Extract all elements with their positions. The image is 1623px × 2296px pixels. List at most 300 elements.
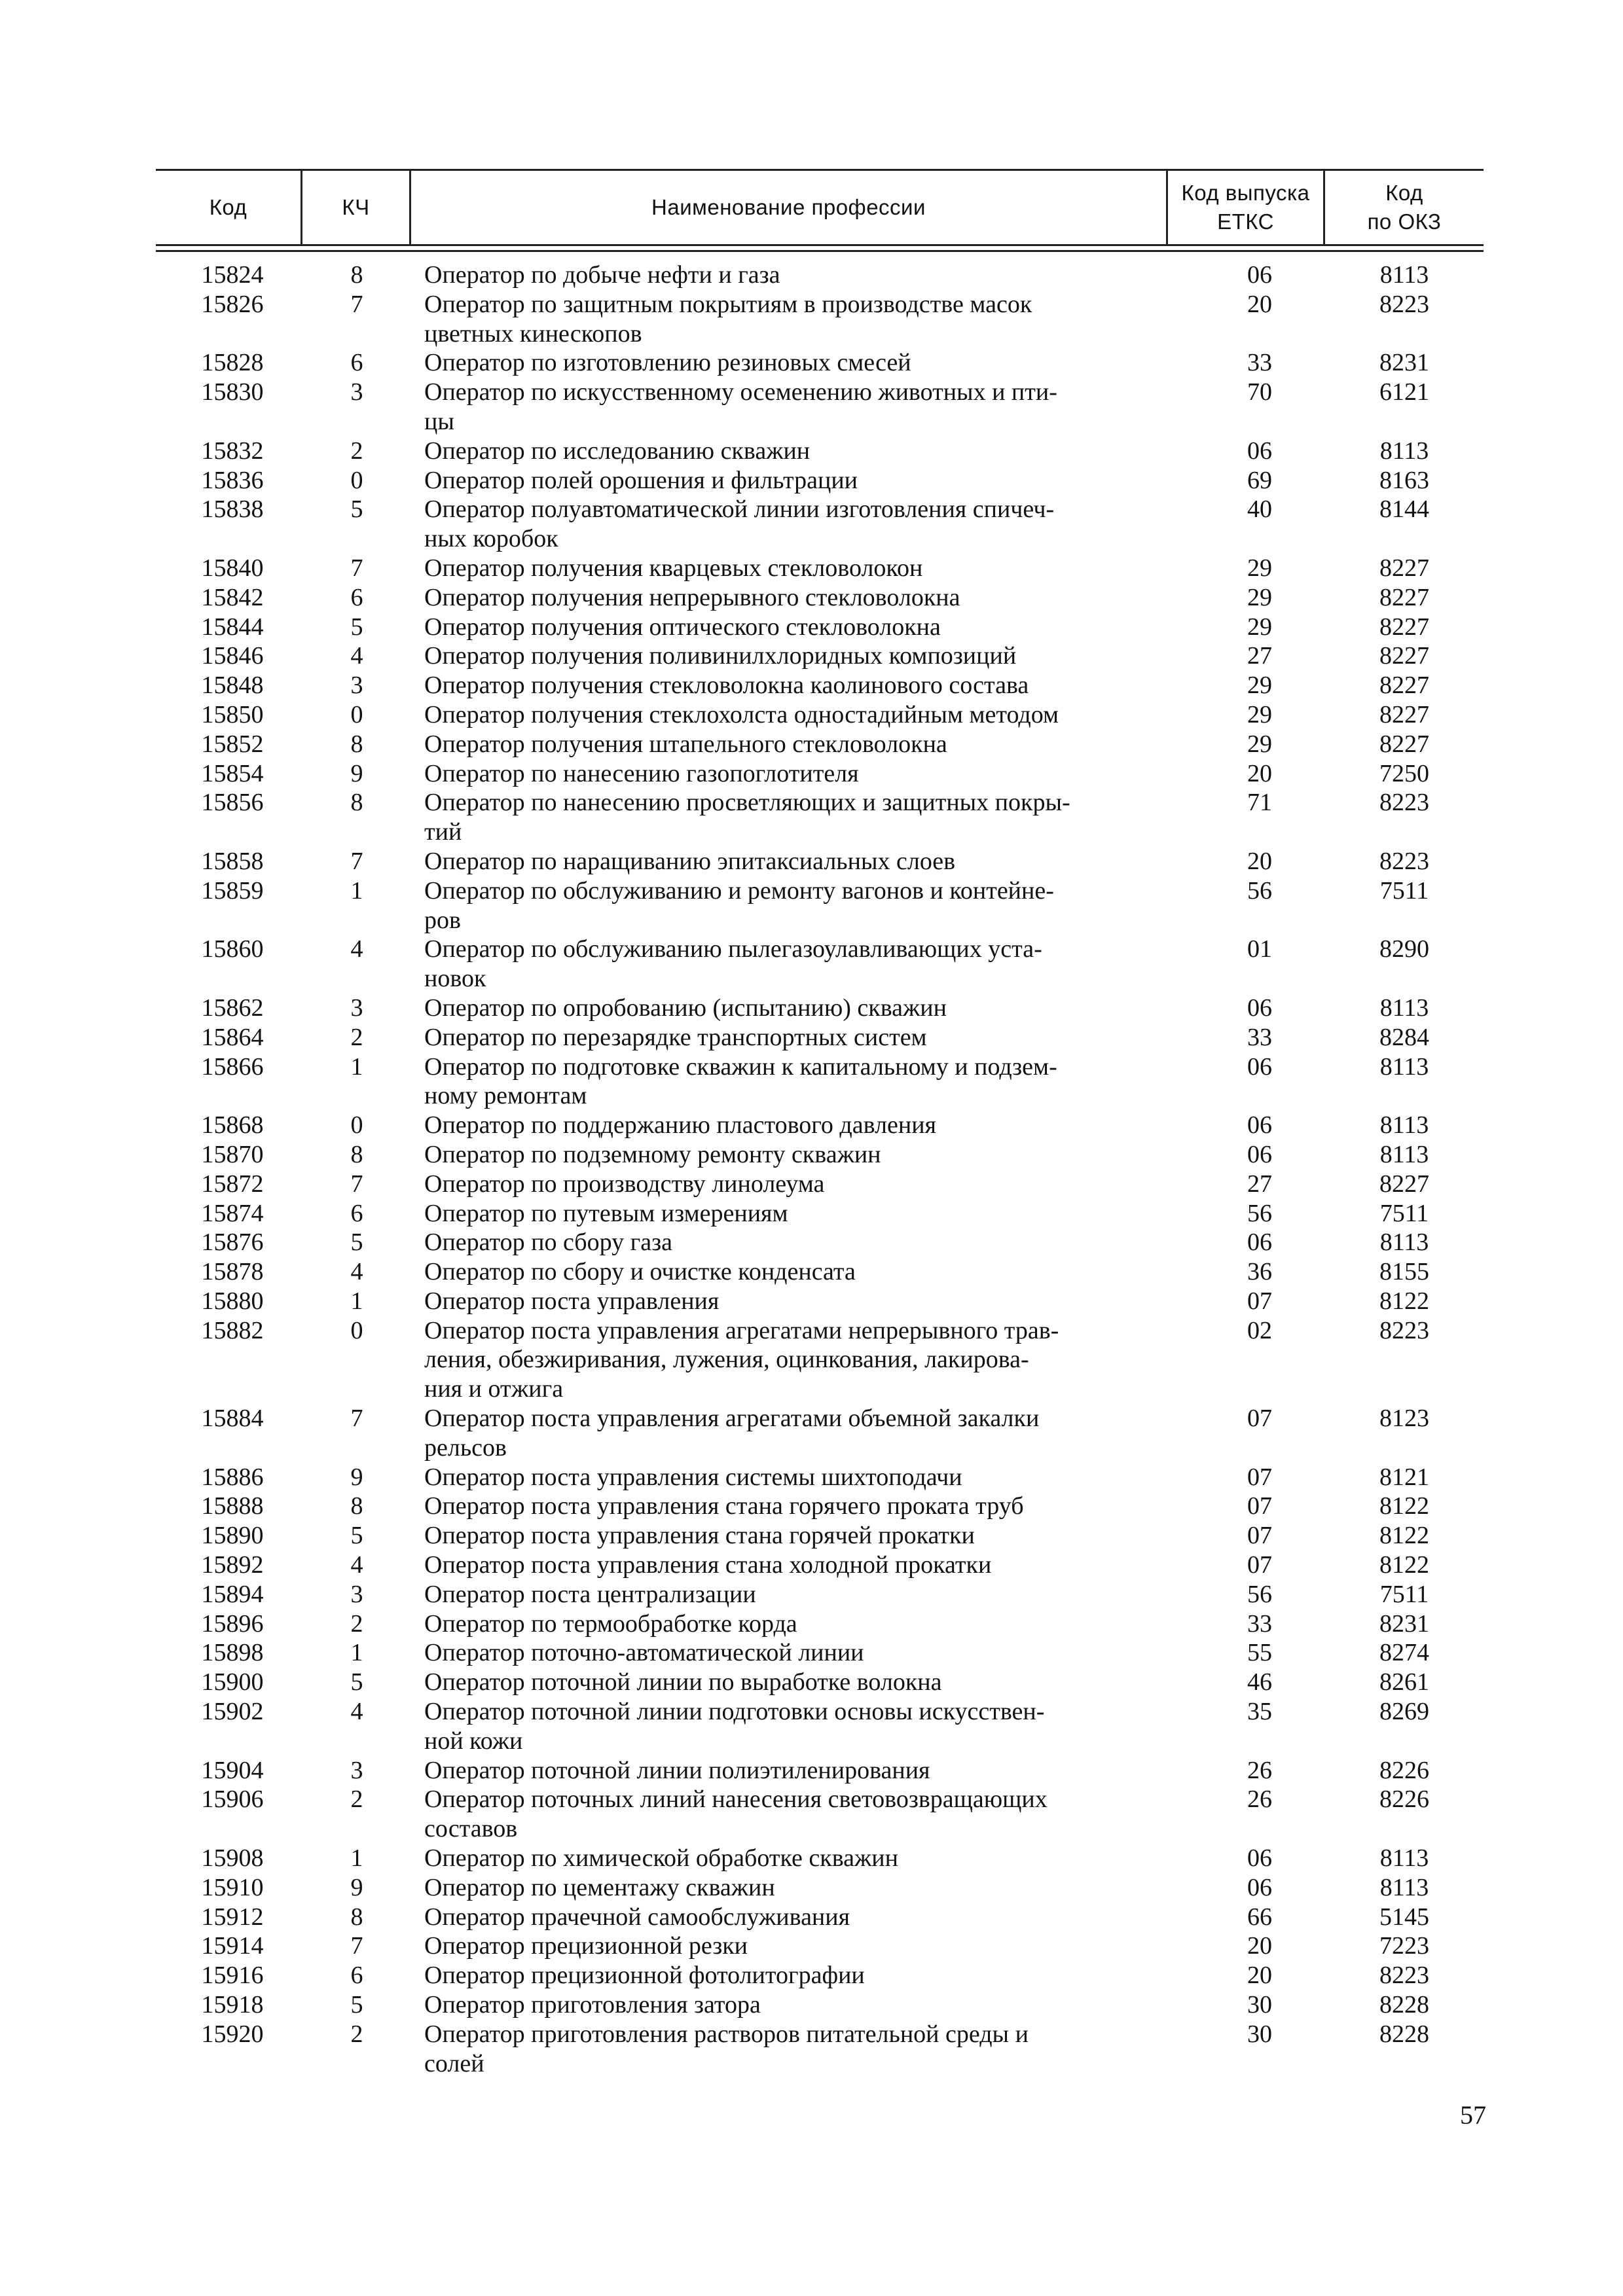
cell-kch: 5 <box>350 613 363 641</box>
cell-kch: 7 <box>350 554 363 582</box>
table-row <box>156 1170 1484 1199</box>
cell-code: 15882 <box>201 1316 264 1344</box>
cell-okz: 8223 <box>1379 789 1429 817</box>
cell-okz: 8122 <box>1379 1287 1429 1315</box>
cell-name: Оператор по перезарядке транспортных систем <box>424 1023 927 1051</box>
cell-name: Оператор поточной линии полиэтиленирования <box>424 1756 930 1784</box>
cell-kch: 7 <box>350 1932 363 1960</box>
cell-okz: 7223 <box>1379 1932 1429 1960</box>
cell-name: Оператор получения кварцевых стекловолокон <box>424 554 923 582</box>
cell-kch: 1 <box>350 1287 363 1315</box>
cell-kch: 3 <box>350 994 363 1022</box>
cell-code: 15860 <box>201 935 264 963</box>
cell-okz: 5145 <box>1379 1903 1429 1931</box>
cell-okz: 8227 <box>1379 730 1429 758</box>
cell-kch: 8 <box>350 730 363 758</box>
cell-name: Оператор поста управления стана горячей прокатки <box>424 1522 975 1550</box>
cell-kch: 5 <box>350 1991 363 2019</box>
cell-okz: 8274 <box>1379 1639 1429 1667</box>
header-okz <box>1325 171 1484 244</box>
cell-code: 15832 <box>201 437 264 465</box>
cell-okz: 8113 <box>1379 994 1429 1022</box>
cell-kch: 0 <box>350 466 363 494</box>
cell-okz: 8269 <box>1379 1698 1429 1726</box>
cell-okz: 8113 <box>1379 1140 1429 1168</box>
cell-etks: 29 <box>1247 583 1272 611</box>
table-row <box>156 1228 1484 1257</box>
cell-okz: 8284 <box>1379 1023 1429 1051</box>
cell-kch: 6 <box>350 349 363 377</box>
cell-name: Оператор получения оптического стекловолокна <box>424 613 941 641</box>
cell-code: 15894 <box>201 1580 264 1608</box>
table-row <box>156 1990 1484 2020</box>
table-row <box>156 1023 1484 1052</box>
cell-etks: 07 <box>1247 1522 1272 1550</box>
table-row <box>156 1140 1484 1170</box>
table-row <box>156 700 1484 730</box>
header-kch <box>302 171 411 244</box>
cell-code: 15828 <box>201 349 264 377</box>
cell-etks: 20 <box>1247 1932 1272 1960</box>
cell-okz: 8228 <box>1379 2020 1429 2048</box>
cell-okz: 8121 <box>1379 1463 1429 1491</box>
cell-etks: 26 <box>1247 1785 1272 1814</box>
cell-etks: 30 <box>1247 2020 1272 2048</box>
cell-name: Оператор по обслуживанию и ремонту вагонов и контейне- ров <box>424 876 1054 934</box>
table-row <box>156 1257 1484 1287</box>
cell-name: Оператор по путевым измерениям <box>424 1199 788 1227</box>
header-etks-line1: Код выпуска <box>1181 181 1310 205</box>
cell-etks: 06 <box>1247 1140 1272 1168</box>
cell-code: 15848 <box>201 672 264 700</box>
cell-okz: 8113 <box>1379 1873 1429 1901</box>
cell-okz: 8155 <box>1379 1258 1429 1286</box>
cell-code: 15838 <box>201 495 264 524</box>
cell-kch: 5 <box>350 1668 363 1696</box>
cell-okz: 8227 <box>1379 554 1429 582</box>
cell-name: Оператор поточных линий нанесения световозвращающих составов <box>424 1785 1048 1843</box>
cell-okz: 8261 <box>1379 1668 1429 1696</box>
table-row <box>156 2020 1484 2079</box>
cell-code: 15902 <box>201 1698 264 1726</box>
cell-name: Оператор поточной линии подготовки основы искусствен- ной кожи <box>424 1698 1045 1755</box>
table-row <box>156 994 1484 1023</box>
cell-kch: 6 <box>350 1199 363 1227</box>
cell-name: Оператор по химической обработке скважин <box>424 1844 898 1873</box>
cell-code: 15852 <box>201 730 264 758</box>
table-row <box>156 1873 1484 1903</box>
cell-kch: 7 <box>350 1405 363 1433</box>
cell-okz: 8113 <box>1379 1052 1429 1081</box>
cell-code: 15862 <box>201 994 264 1022</box>
cell-okz: 8113 <box>1379 1844 1429 1873</box>
cell-etks: 07 <box>1247 1463 1272 1491</box>
cell-okz: 8228 <box>1379 1991 1429 2019</box>
cell-okz: 8227 <box>1379 672 1429 700</box>
cell-etks: 46 <box>1247 1668 1272 1696</box>
table-row <box>156 730 1484 759</box>
cell-name: Оператор по нанесению газопоглотителя <box>424 759 859 787</box>
cell-etks: 56 <box>1247 1199 1272 1227</box>
cell-code: 15886 <box>201 1463 264 1491</box>
cell-code: 15898 <box>201 1639 264 1667</box>
table-row <box>156 788 1484 847</box>
table-row <box>156 1492 1484 1521</box>
table-row <box>156 1287 1484 1316</box>
cell-code: 15880 <box>201 1287 264 1315</box>
cell-kch: 2 <box>350 437 363 465</box>
header-etks <box>1168 171 1325 244</box>
cell-name: Оператор прецизионной резки <box>424 1932 748 1960</box>
cell-okz: 8144 <box>1379 495 1429 524</box>
cell-kch: 6 <box>350 583 363 611</box>
table-row <box>156 671 1484 700</box>
cell-name: Оператор получения стеклохолста одностадийным методом <box>424 700 1059 728</box>
table-row <box>156 1961 1484 1990</box>
cell-etks: 29 <box>1247 554 1272 582</box>
cell-name: Оператор по сбору и очистке конденсата <box>424 1258 856 1286</box>
table-row <box>156 1638 1484 1668</box>
cell-kch: 4 <box>350 1551 363 1579</box>
cell-kch: 3 <box>350 1756 363 1784</box>
table-row <box>156 1609 1484 1639</box>
table-row <box>156 876 1484 935</box>
cell-kch: 4 <box>350 1258 363 1286</box>
cell-name: Оператор приготовления затора <box>424 1991 761 2019</box>
cell-code: 15836 <box>201 466 264 494</box>
cell-etks: 06 <box>1247 1229 1272 1257</box>
cell-name: Оператор поточно-автоматической линии <box>424 1639 864 1667</box>
cell-code: 15842 <box>201 583 264 611</box>
cell-okz: 8113 <box>1379 437 1429 465</box>
cell-code: 15864 <box>201 1023 264 1051</box>
cell-name: Оператор поста централизации <box>424 1580 756 1608</box>
header-name <box>411 171 1168 244</box>
cell-code: 15868 <box>201 1111 264 1139</box>
cell-okz: 8223 <box>1379 847 1429 875</box>
cell-name: Оператор по нанесению просветляющих и защитных покры- тий <box>424 789 1070 846</box>
cell-kch: 1 <box>350 1052 363 1081</box>
cell-kch: 0 <box>350 1316 363 1344</box>
cell-okz: 8113 <box>1379 1229 1429 1257</box>
cell-name: Оператор полей орошения и фильтрации <box>424 466 858 494</box>
table-row <box>156 495 1484 554</box>
cell-okz: 8123 <box>1379 1405 1429 1433</box>
cell-name: Оператор по исследованию скважин <box>424 437 811 465</box>
cell-okz: 8122 <box>1379 1492 1429 1520</box>
cell-kch: 0 <box>350 700 363 728</box>
cell-kch: 2 <box>350 2020 363 2048</box>
cell-code: 15900 <box>201 1668 264 1696</box>
cell-etks: 26 <box>1247 1756 1272 1784</box>
cell-okz: 8227 <box>1379 583 1429 611</box>
cell-code: 15844 <box>201 613 264 641</box>
cell-okz: 8290 <box>1379 935 1429 963</box>
header-okz-line2: по ОКЗ <box>1367 209 1442 234</box>
cell-code: 15870 <box>201 1140 264 1168</box>
cell-etks: 07 <box>1247 1405 1272 1433</box>
cell-name: Оператор поста управления стана горячего проката труб <box>424 1492 1024 1520</box>
cell-etks: 33 <box>1247 1609 1272 1638</box>
cell-etks: 33 <box>1247 349 1272 377</box>
table-row <box>156 847 1484 876</box>
cell-code: 15914 <box>201 1932 264 1960</box>
cell-etks: 66 <box>1247 1903 1272 1931</box>
cell-name: Оператор приготовления растворов питательной среды и солей <box>424 2020 1029 2077</box>
cell-kch: 1 <box>350 876 363 905</box>
cell-name: Оператор поста управления системы шихтоподачи <box>424 1463 962 1491</box>
cell-kch: 6 <box>350 1962 363 1990</box>
header-okz-line1: Код <box>1385 181 1423 205</box>
cell-kch: 9 <box>350 1873 363 1901</box>
cell-name: Оператор поста управления агрегатами объемной закалки рельсов <box>424 1405 1040 1462</box>
cell-kch: 2 <box>350 1785 363 1814</box>
cell-kch: 5 <box>350 495 363 524</box>
table-row <box>156 1463 1484 1492</box>
cell-code: 15846 <box>201 642 264 670</box>
table-row <box>156 348 1484 378</box>
cell-etks: 07 <box>1247 1492 1272 1520</box>
cell-code: 15920 <box>201 2020 264 2048</box>
cell-kch: 4 <box>350 1698 363 1726</box>
cell-name: Оператор по изготовлению резиновых смесей <box>424 349 911 377</box>
cell-name: Оператор по сбору газа <box>424 1229 672 1257</box>
header-name-label: Наименование профессии <box>651 195 926 219</box>
cell-etks: 40 <box>1247 495 1272 524</box>
cell-name: Оператор поста управления стана холодной прокатки <box>424 1551 992 1579</box>
cell-code: 15908 <box>201 1844 264 1873</box>
cell-kch: 2 <box>350 1609 363 1638</box>
cell-etks: 20 <box>1247 759 1272 787</box>
cell-name: Оператор по производству линолеума <box>424 1170 825 1198</box>
cell-code: 15856 <box>201 789 264 817</box>
header-etks-line2: ЕТКС <box>1217 209 1274 234</box>
cell-etks: 33 <box>1247 1023 1272 1051</box>
table-row <box>156 466 1484 495</box>
cell-etks: 29 <box>1247 730 1272 758</box>
cell-etks: 36 <box>1247 1258 1272 1286</box>
cell-etks: 27 <box>1247 642 1272 670</box>
cell-kch: 7 <box>350 1170 363 1198</box>
table-row <box>156 1404 1484 1463</box>
cell-kch: 1 <box>350 1844 363 1873</box>
cell-name: Оператор по опробованию (испытанию) скважин <box>424 994 947 1022</box>
cell-kch: 9 <box>350 759 363 787</box>
cell-okz: 8227 <box>1379 613 1429 641</box>
cell-code: 15826 <box>201 290 264 318</box>
table-row <box>156 554 1484 583</box>
cell-kch: 3 <box>350 378 363 406</box>
cell-okz: 6121 <box>1379 378 1429 406</box>
cell-code: 15874 <box>201 1199 264 1227</box>
cell-name: Оператор полуавтоматической линии изготовления спичеч- ных коробок <box>424 495 1055 553</box>
cell-kch: 5 <box>350 1522 363 1550</box>
cell-code: 15840 <box>201 554 264 582</box>
cell-etks: 70 <box>1247 378 1272 406</box>
cell-etks: 02 <box>1247 1316 1272 1344</box>
cell-kch: 8 <box>350 1140 363 1168</box>
cell-name: Оператор поста управления <box>424 1287 720 1315</box>
cell-etks: 30 <box>1247 1991 1272 2019</box>
cell-okz: 8122 <box>1379 1551 1429 1579</box>
cell-kch: 1 <box>350 1639 363 1667</box>
cell-name: Оператор получения непрерывного стекловолокна <box>424 583 960 611</box>
cell-name: Оператор получения стекловолокна каолинового состава <box>424 672 1029 700</box>
cell-etks: 56 <box>1247 876 1272 905</box>
cell-etks: 07 <box>1247 1287 1272 1315</box>
table-row <box>156 1316 1484 1404</box>
cell-okz: 8163 <box>1379 466 1429 494</box>
cell-okz: 8227 <box>1379 642 1429 670</box>
cell-name: Оператор прецизионной фотолитографии <box>424 1962 865 1990</box>
table-row <box>156 935 1484 994</box>
cell-kch: 4 <box>350 935 363 963</box>
table-row <box>156 1551 1484 1580</box>
cell-etks: 20 <box>1247 847 1272 875</box>
table-row <box>156 1903 1484 1932</box>
table-body <box>156 260 1484 2078</box>
cell-okz: 8223 <box>1379 1962 1429 1990</box>
table-row <box>156 1052 1484 1111</box>
cell-etks: 06 <box>1247 1844 1272 1873</box>
table-row <box>156 378 1484 437</box>
table-row <box>156 1580 1484 1609</box>
cell-etks: 29 <box>1247 613 1272 641</box>
cell-kch: 3 <box>350 672 363 700</box>
cell-kch: 8 <box>350 789 363 817</box>
cell-etks: 29 <box>1247 700 1272 728</box>
table-row <box>156 1785 1484 1844</box>
cell-code: 15878 <box>201 1258 264 1286</box>
cell-name: Оператор получения поливинилхлоридных композиций <box>424 642 1017 670</box>
table-row <box>156 1199 1484 1229</box>
cell-etks: 06 <box>1247 994 1272 1022</box>
cell-code: 15824 <box>201 261 264 289</box>
cell-okz: 8227 <box>1379 700 1429 728</box>
cell-kch: 8 <box>350 261 363 289</box>
cell-code: 15859 <box>201 876 264 905</box>
table-header <box>156 169 1484 246</box>
cell-code: 15892 <box>201 1551 264 1579</box>
cell-okz: 8226 <box>1379 1785 1429 1814</box>
cell-etks: 01 <box>1247 935 1272 963</box>
cell-etks: 29 <box>1247 672 1272 700</box>
cell-kch: 2 <box>350 1023 363 1051</box>
cell-etks: 07 <box>1247 1551 1272 1579</box>
cell-name: Оператор по добыче нефти и газа <box>424 261 780 289</box>
cell-etks: 35 <box>1247 1698 1272 1726</box>
cell-etks: 06 <box>1247 1111 1272 1139</box>
cell-kch: 8 <box>350 1903 363 1931</box>
profession-table <box>156 169 1484 2078</box>
cell-etks: 06 <box>1247 437 1272 465</box>
cell-kch: 9 <box>350 1463 363 1491</box>
cell-code: 15858 <box>201 847 264 875</box>
cell-okz: 8227 <box>1379 1170 1429 1198</box>
cell-kch: 8 <box>350 1492 363 1520</box>
cell-okz: 8231 <box>1379 1609 1429 1638</box>
cell-okz: 8113 <box>1379 261 1429 289</box>
table-row <box>156 260 1484 290</box>
cell-name: Оператор по защитным покрытиям в производстве масок цветных кинескопов <box>424 290 1032 348</box>
table-row <box>156 1931 1484 1961</box>
cell-name: Оператор по поддержанию пластового давления <box>424 1111 937 1139</box>
header-code-label: Код <box>209 195 247 219</box>
table-row <box>156 1668 1484 1697</box>
table-row <box>156 583 1484 613</box>
cell-code: 15896 <box>201 1609 264 1638</box>
cell-okz: 7511 <box>1379 1580 1429 1608</box>
cell-okz: 7250 <box>1379 759 1429 787</box>
table-row <box>156 1756 1484 1785</box>
table-row <box>156 759 1484 789</box>
cell-etks: 06 <box>1247 261 1272 289</box>
table-row <box>156 1697 1484 1756</box>
table-row <box>156 613 1484 642</box>
cell-etks: 71 <box>1247 789 1272 817</box>
cell-okz: 8223 <box>1379 1316 1429 1344</box>
cell-code: 15876 <box>201 1229 264 1257</box>
cell-kch: 0 <box>350 1111 363 1139</box>
cell-kch: 4 <box>350 642 363 670</box>
cell-code: 15918 <box>201 1991 264 2019</box>
cell-name: Оператор поточной линии по выработке волокна <box>424 1668 942 1696</box>
cell-okz: 8231 <box>1379 349 1429 377</box>
cell-name: Оператор по наращиванию эпитаксиальных слоев <box>424 847 956 875</box>
cell-code: 15910 <box>201 1873 264 1901</box>
header-kch-label: КЧ <box>342 195 370 219</box>
cell-etks: 27 <box>1247 1170 1272 1198</box>
cell-name: Оператор по обслуживанию пылегазоулавливающих уста- новок <box>424 935 1042 993</box>
cell-etks: 55 <box>1247 1639 1272 1667</box>
cell-code: 15872 <box>201 1170 264 1198</box>
header-code <box>156 171 302 244</box>
cell-code: 15916 <box>201 1962 264 1990</box>
table-row <box>156 641 1484 671</box>
cell-kch: 3 <box>350 1580 363 1608</box>
cell-name: Оператор прачечной самообслуживания <box>424 1903 850 1931</box>
cell-code: 15830 <box>201 378 264 406</box>
cell-name: Оператор по подготовке скважин к капитальному и подзем- ному ремонтам <box>424 1052 1057 1110</box>
table-row <box>156 290 1484 349</box>
cell-okz: 8226 <box>1379 1756 1429 1784</box>
table-row <box>156 1844 1484 1873</box>
cell-code: 15854 <box>201 759 264 787</box>
cell-name: Оператор по термообработке корда <box>424 1609 797 1638</box>
cell-name: Оператор по подземному ремонту скважин <box>424 1140 881 1168</box>
table-row <box>156 437 1484 466</box>
cell-etks: 69 <box>1247 466 1272 494</box>
cell-code: 15884 <box>201 1405 264 1433</box>
cell-code: 15866 <box>201 1052 264 1081</box>
cell-okz: 8223 <box>1379 290 1429 318</box>
cell-code: 15850 <box>201 700 264 728</box>
table-row <box>156 1521 1484 1551</box>
cell-kch: 5 <box>350 1229 363 1257</box>
cell-name: Оператор поста управления агрегатами непрерывного трав- ления, обезжиривания, лужения, оцинкования, лакирова- ния и отжига <box>424 1316 1059 1403</box>
cell-name: Оператор по цементажу скважин <box>424 1873 775 1901</box>
cell-okz: 8113 <box>1379 1111 1429 1139</box>
cell-okz: 7511 <box>1379 1199 1429 1227</box>
cell-code: 15888 <box>201 1492 264 1520</box>
cell-etks: 56 <box>1247 1580 1272 1608</box>
cell-etks: 20 <box>1247 290 1272 318</box>
cell-name: Оператор получения штапельного стекловолокна <box>424 730 947 758</box>
cell-code: 15912 <box>201 1903 264 1931</box>
cell-etks: 20 <box>1247 1962 1272 1990</box>
page-number: 57 <box>1460 2100 1486 2130</box>
table-row <box>156 1111 1484 1140</box>
